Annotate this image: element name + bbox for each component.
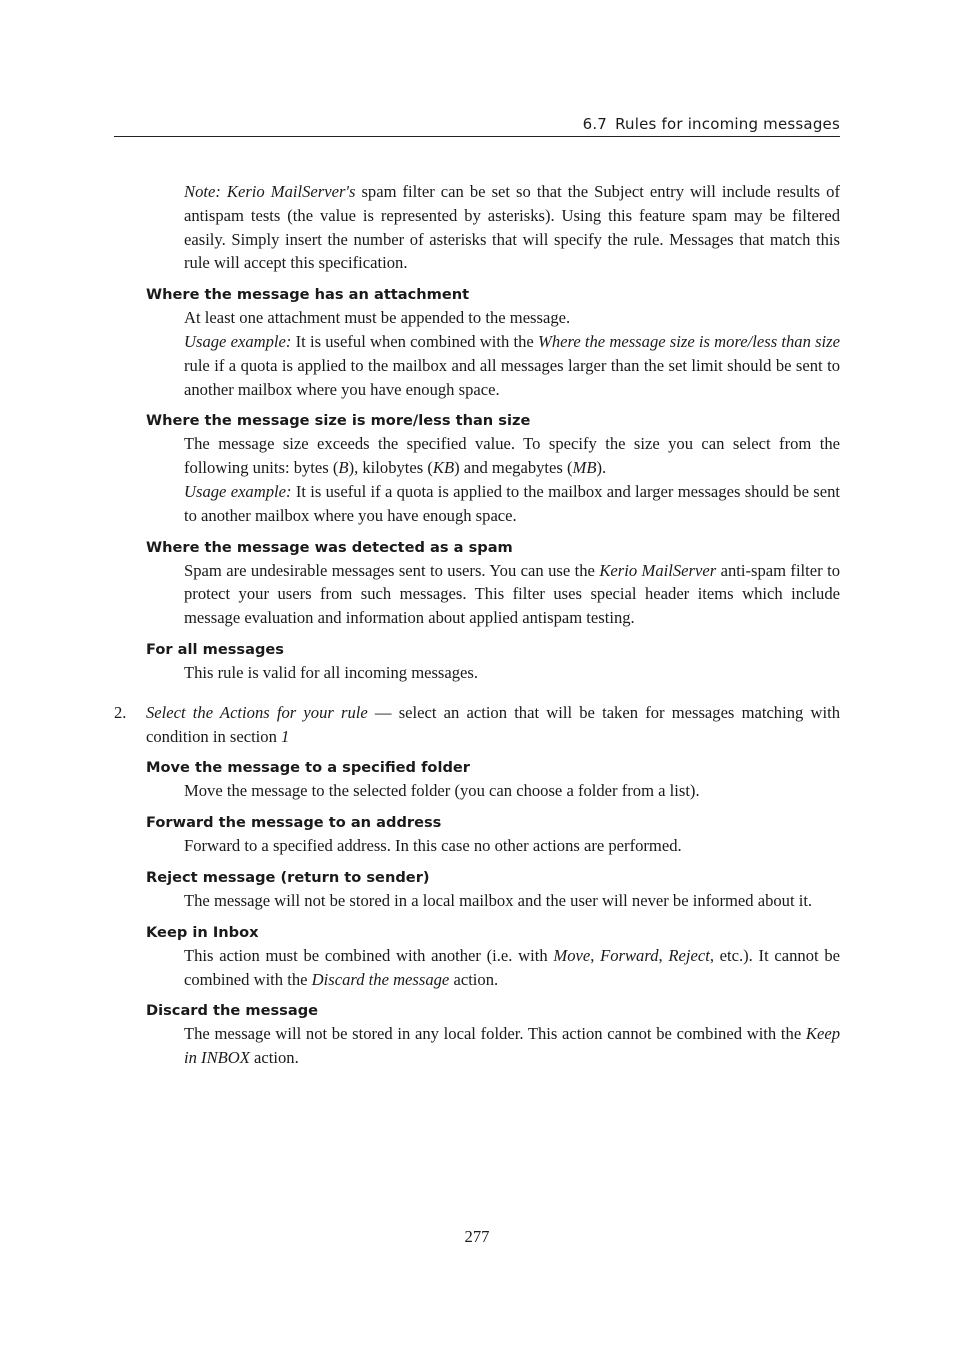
action-term-discard: Discard the message <box>146 1002 319 1020</box>
action-desc-reject: The message will not be stored in a local mailbox and the user will never be informed about it. <box>184 890 813 910</box>
action-term-reject: Reject message (return to sender) <box>146 868 430 886</box>
condition-desc-spam: Spam are undesirable messages sent to users. You can use the Kerio MailServer anti-spam filter to protect your users from such messages. This filter uses special header items which include message evaluation and information about applied antispam testing. <box>184 560 840 628</box>
section-title: Rules for incoming messages <box>615 115 840 133</box>
page-content <box>114 180 840 1070</box>
list-item-step-2 <box>114 701 840 749</box>
action-desc-move: Move the message to the selected folder (you can choose a folder from a list). <box>184 781 700 801</box>
condition-term-attachment: Where the message has an attachment <box>146 286 470 304</box>
condition-term-size: Where the message size is more/less than size <box>146 412 531 430</box>
action-term-forward: Forward the message to an address <box>146 814 442 832</box>
list-item-number: 2. <box>114 702 127 722</box>
action-term-move: Move the message to a specified folder <box>146 759 470 777</box>
condition-term-spam: Where the message was detected as a spam <box>146 538 513 556</box>
action-desc-keep: This action must be combined with another (i.e. with Move, Forward, Reject, etc.). It cannot be combined with the Discard the message action. <box>184 945 840 989</box>
running-header <box>114 113 840 137</box>
action-desc-discard: The message will not be stored in any local folder. This action cannot be combined with the Keep in INBOX action. <box>184 1024 840 1068</box>
condition-desc-all: This rule is valid for all incoming messages. <box>184 662 479 682</box>
section-number: 6.7 <box>582 115 608 133</box>
list-item-text: Select the Actions for your rule — select an action that will be taken for messages matching with condition in section 1 <box>146 702 840 746</box>
action-desc-forward: Forward to a specified address. In this case no other actions are performed. <box>184 836 682 856</box>
condition-desc-attachment: At least one attachment must be appended to the message. Usage example: It is useful when combined with the Where the message size is more/less than size rule if a quota is applied to the mailbox and all messages larger than the set limit should be sent to another mailbox where you have enough space. <box>184 308 840 399</box>
condition-desc-size: The message size exceeds the specified value. To specify the size you can select from the following units: bytes (B), kilobytes (KB) and megabytes (MB). Usage example: It is useful if a quota is applied to the mailbox and larger messages should be sent to another mailbox where you have enough space. <box>184 434 840 525</box>
note-paragraph: Note: Kerio MailServer's spam filter can be set so that the Subject entry will include results of antispam tests (the value is represented by asterisks). Using this feature spam may be filtered easily. Simply insert the number of asterisks that will specify the rule. Messages that match this rule will accept this specification. <box>184 182 840 273</box>
page-number: 277 <box>464 1227 490 1246</box>
condition-term-all: For all messages <box>146 640 284 658</box>
action-term-keep: Keep in Inbox <box>146 923 259 941</box>
note-lead: Note: Kerio MailServer's <box>184 182 356 201</box>
